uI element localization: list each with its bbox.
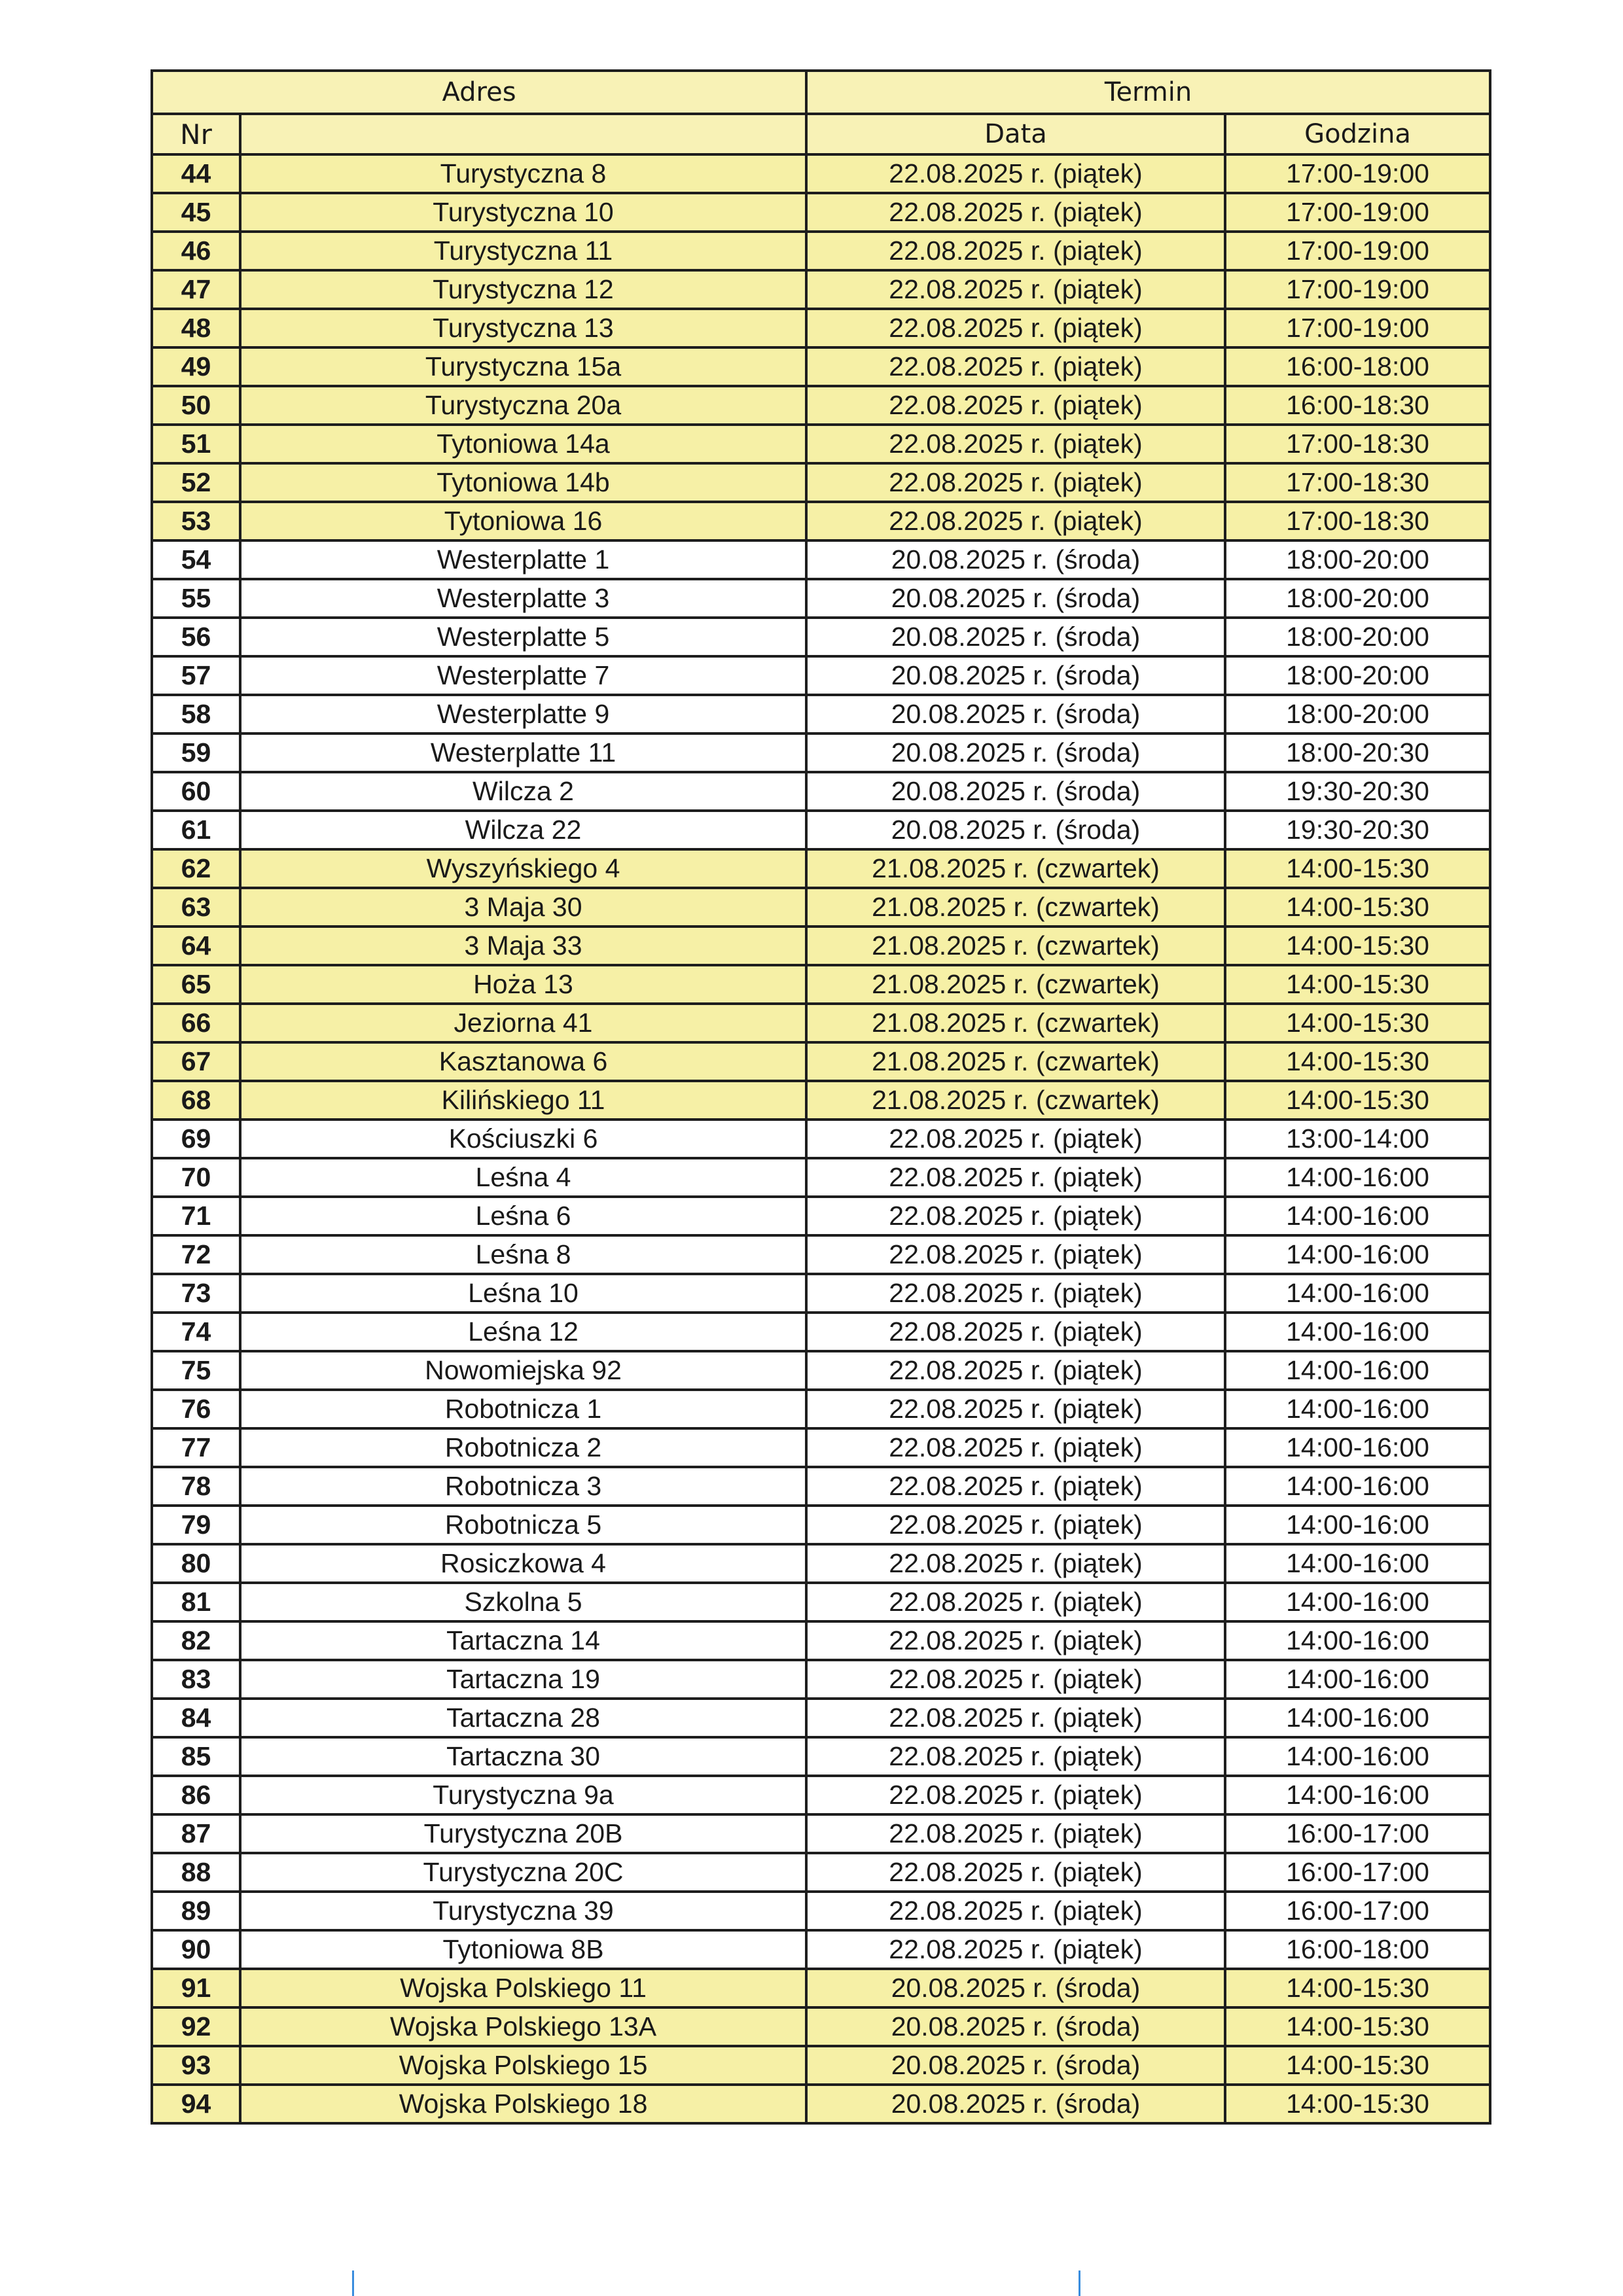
- cell-nr: 61: [152, 811, 240, 849]
- cell-data: 22.08.2025 r. (piątek): [806, 1853, 1225, 1892]
- header-row-top: [152, 71, 1490, 114]
- cell-godzina: 14:00-15:30: [1225, 1004, 1490, 1042]
- table-row: [152, 1583, 1490, 1621]
- cell-adres: Robotnicza 1: [240, 1390, 806, 1428]
- cell-data: 22.08.2025 r. (piątek): [806, 1428, 1225, 1467]
- cell-nr: 66: [152, 1004, 240, 1042]
- cell-adres: Tartaczna 14: [240, 1621, 806, 1660]
- table-row: [152, 965, 1490, 1004]
- cell-nr: 63: [152, 888, 240, 927]
- cell-nr: 47: [152, 270, 240, 309]
- cell-godzina: 14:00-16:00: [1225, 1351, 1490, 1390]
- cell-godzina: 14:00-16:00: [1225, 1467, 1490, 1506]
- cell-nr: 67: [152, 1042, 240, 1081]
- cell-nr: 73: [152, 1274, 240, 1313]
- cell-adres: Leśna 12: [240, 1313, 806, 1351]
- cell-godzina: 17:00-19:00: [1225, 154, 1490, 193]
- cell-adres: 3 Maja 33: [240, 927, 806, 965]
- cell-godzina: 16:00-17:00: [1225, 1853, 1490, 1892]
- cell-nr: 62: [152, 849, 240, 888]
- cell-godzina: 18:00-20:00: [1225, 656, 1490, 695]
- cell-adres: Wojska Polskiego 15: [240, 2046, 806, 2085]
- table-row: [152, 309, 1490, 347]
- cell-adres: Kasztanowa 6: [240, 1042, 806, 1081]
- cell-data: 20.08.2025 r. (środa): [806, 2046, 1225, 2085]
- table-row: [152, 579, 1490, 618]
- cell-nr: 50: [152, 386, 240, 425]
- table-row: [152, 1390, 1490, 1428]
- cell-adres: Leśna 6: [240, 1197, 806, 1235]
- cell-adres: Robotnicza 3: [240, 1467, 806, 1506]
- cell-godzina: 16:00-18:30: [1225, 386, 1490, 425]
- cell-godzina: 14:00-15:30: [1225, 1081, 1490, 1120]
- cell-nr: 86: [152, 1776, 240, 1814]
- cell-nr: 74: [152, 1313, 240, 1351]
- cell-nr: 91: [152, 1969, 240, 2007]
- table-row: [152, 193, 1490, 232]
- cell-data: 22.08.2025 r. (piątek): [806, 1351, 1225, 1390]
- cell-data: 20.08.2025 r. (środa): [806, 733, 1225, 772]
- cell-adres: Jeziorna 41: [240, 1004, 806, 1042]
- cell-godzina: 14:00-16:00: [1225, 1313, 1490, 1351]
- cell-adres: Hoża 13: [240, 965, 806, 1004]
- table-header: [152, 71, 1490, 154]
- cell-data: 22.08.2025 r. (piątek): [806, 193, 1225, 232]
- header-godzina: Godzina: [1225, 114, 1490, 154]
- cell-nr: 54: [152, 540, 240, 579]
- cell-data: 22.08.2025 r. (piątek): [806, 1235, 1225, 1274]
- cell-data: 22.08.2025 r. (piątek): [806, 1506, 1225, 1544]
- table-row: [152, 927, 1490, 965]
- cell-data: 21.08.2025 r. (czwartek): [806, 1042, 1225, 1081]
- table-row: [152, 1892, 1490, 1930]
- cell-data: 22.08.2025 r. (piątek): [806, 1120, 1225, 1158]
- cell-nr: 83: [152, 1660, 240, 1699]
- cell-adres: Rosiczkowa 4: [240, 1544, 806, 1583]
- cell-adres: Turystyczna 11: [240, 232, 806, 270]
- table-row: [152, 270, 1490, 309]
- table-row: [152, 2085, 1490, 2123]
- cell-nr: 60: [152, 772, 240, 811]
- table-row: [152, 1814, 1490, 1853]
- cell-data: 22.08.2025 r. (piątek): [806, 425, 1225, 463]
- cell-godzina: 13:00-14:00: [1225, 1120, 1490, 1158]
- cell-nr: 44: [152, 154, 240, 193]
- cell-data: 22.08.2025 r. (piątek): [806, 1699, 1225, 1737]
- cell-godzina: 17:00-19:00: [1225, 232, 1490, 270]
- cell-godzina: 17:00-19:00: [1225, 309, 1490, 347]
- cell-nr: 79: [152, 1506, 240, 1544]
- cell-data: 21.08.2025 r. (czwartek): [806, 927, 1225, 965]
- cell-nr: 65: [152, 965, 240, 1004]
- table-row: [152, 1853, 1490, 1892]
- cell-nr: 70: [152, 1158, 240, 1197]
- cell-data: 22.08.2025 r. (piątek): [806, 1814, 1225, 1853]
- cell-data: 20.08.2025 r. (środa): [806, 695, 1225, 733]
- cell-data: 22.08.2025 r. (piątek): [806, 1274, 1225, 1313]
- cell-adres: Turystyczna 20a: [240, 386, 806, 425]
- cell-nr: 75: [152, 1351, 240, 1390]
- cell-data: 20.08.2025 r. (środa): [806, 618, 1225, 656]
- cell-nr: 90: [152, 1930, 240, 1969]
- cell-data: 22.08.2025 r. (piątek): [806, 1197, 1225, 1235]
- cell-data: 20.08.2025 r. (środa): [806, 811, 1225, 849]
- cell-nr: 82: [152, 1621, 240, 1660]
- cell-nr: 64: [152, 927, 240, 965]
- cell-adres: Turystyczna 13: [240, 309, 806, 347]
- table-row: [152, 656, 1490, 695]
- table-row: [152, 2007, 1490, 2046]
- cell-nr: 78: [152, 1467, 240, 1506]
- table-row: [152, 1004, 1490, 1042]
- cell-nr: 77: [152, 1428, 240, 1467]
- cell-godzina: 14:00-15:30: [1225, 849, 1490, 888]
- cell-nr: 59: [152, 733, 240, 772]
- table-row: [152, 1699, 1490, 1737]
- table-body: [152, 154, 1490, 2123]
- cell-nr: 69: [152, 1120, 240, 1158]
- table-row: [152, 811, 1490, 849]
- cell-adres: Wojska Polskiego 11: [240, 1969, 806, 2007]
- cell-data: 22.08.2025 r. (piątek): [806, 1544, 1225, 1583]
- cell-adres: Wilcza 22: [240, 811, 806, 849]
- table-row: [152, 1506, 1490, 1544]
- cell-adres: Nowomiejska 92: [240, 1351, 806, 1390]
- cell-data: 22.08.2025 r. (piątek): [806, 1621, 1225, 1660]
- cell-nr: 76: [152, 1390, 240, 1428]
- cell-data: 21.08.2025 r. (czwartek): [806, 849, 1225, 888]
- cell-data: 22.08.2025 r. (piątek): [806, 1892, 1225, 1930]
- cell-nr: 94: [152, 2085, 240, 2123]
- header-nr: Nr: [152, 114, 240, 154]
- cell-adres: Tytoniowa 8B: [240, 1930, 806, 1969]
- cell-data: 22.08.2025 r. (piątek): [806, 386, 1225, 425]
- cell-data: 22.08.2025 r. (piątek): [806, 1313, 1225, 1351]
- cell-nr: 46: [152, 232, 240, 270]
- cell-godzina: 14:00-15:30: [1225, 2085, 1490, 2123]
- cell-godzina: 14:00-16:00: [1225, 1583, 1490, 1621]
- cell-nr: 92: [152, 2007, 240, 2046]
- cell-adres: Wilcza 2: [240, 772, 806, 811]
- table-row: [152, 425, 1490, 463]
- table-row: [152, 1930, 1490, 1969]
- cell-nr: 48: [152, 309, 240, 347]
- header-adres-blank: [240, 114, 806, 154]
- cell-data: 22.08.2025 r. (piątek): [806, 1776, 1225, 1814]
- table-row: [152, 849, 1490, 888]
- table-row: [152, 1042, 1490, 1081]
- cell-godzina: 17:00-18:30: [1225, 425, 1490, 463]
- cell-nr: 51: [152, 425, 240, 463]
- cell-nr: 89: [152, 1892, 240, 1930]
- cell-godzina: 14:00-15:30: [1225, 1969, 1490, 2007]
- cell-adres: Turystyczna 8: [240, 154, 806, 193]
- table-row: [152, 1660, 1490, 1699]
- table-row: [152, 347, 1490, 386]
- cell-godzina: 14:00-16:00: [1225, 1235, 1490, 1274]
- cell-godzina: 14:00-16:00: [1225, 1776, 1490, 1814]
- table-row: [152, 618, 1490, 656]
- cell-adres: Westerplatte 3: [240, 579, 806, 618]
- cell-godzina: 14:00-16:00: [1225, 1660, 1490, 1699]
- cell-adres: Leśna 4: [240, 1158, 806, 1197]
- cell-adres: Turystyczna 20C: [240, 1853, 806, 1892]
- cell-godzina: 18:00-20:00: [1225, 540, 1490, 579]
- cell-adres: Szkolna 5: [240, 1583, 806, 1621]
- cell-adres: Turystyczna 9a: [240, 1776, 806, 1814]
- cell-data: 22.08.2025 r. (piątek): [806, 463, 1225, 502]
- cell-nr: 72: [152, 1235, 240, 1274]
- cell-adres: Robotnicza 5: [240, 1506, 806, 1544]
- header-row-bottom: [152, 114, 1490, 154]
- cell-godzina: 17:00-18:30: [1225, 502, 1490, 540]
- table-row: [152, 1428, 1490, 1467]
- cell-nr: 53: [152, 502, 240, 540]
- cell-adres: Tartaczna 19: [240, 1660, 806, 1699]
- cell-nr: 57: [152, 656, 240, 695]
- cell-nr: 81: [152, 1583, 240, 1621]
- cell-nr: 93: [152, 2046, 240, 2085]
- table-row: [152, 733, 1490, 772]
- table-row: [152, 1081, 1490, 1120]
- table-row: [152, 1621, 1490, 1660]
- table-row: [152, 1197, 1490, 1235]
- cell-adres: Turystyczna 12: [240, 270, 806, 309]
- cell-adres: Turystyczna 10: [240, 193, 806, 232]
- cell-adres: Kilińskiego 11: [240, 1081, 806, 1120]
- cell-godzina: 18:00-20:00: [1225, 579, 1490, 618]
- cell-godzina: 17:00-19:00: [1225, 193, 1490, 232]
- cell-nr: 55: [152, 579, 240, 618]
- table-row: [152, 463, 1490, 502]
- table-row: [152, 540, 1490, 579]
- cell-adres: Tytoniowa 14a: [240, 425, 806, 463]
- cell-godzina: 14:00-16:00: [1225, 1621, 1490, 1660]
- cell-godzina: 19:30-20:30: [1225, 772, 1490, 811]
- cell-data: 22.08.2025 r. (piątek): [806, 1158, 1225, 1197]
- cell-godzina: 18:00-20:00: [1225, 695, 1490, 733]
- cell-adres: Westerplatte 9: [240, 695, 806, 733]
- cell-data: 21.08.2025 r. (czwartek): [806, 888, 1225, 927]
- cell-godzina: 14:00-15:30: [1225, 888, 1490, 927]
- table-row: [152, 154, 1490, 193]
- cell-adres: Tartaczna 30: [240, 1737, 806, 1776]
- cell-data: 20.08.2025 r. (środa): [806, 772, 1225, 811]
- cell-adres: Robotnicza 2: [240, 1428, 806, 1467]
- cell-godzina: 17:00-19:00: [1225, 270, 1490, 309]
- cell-godzina: 14:00-15:30: [1225, 2007, 1490, 2046]
- cell-data: 20.08.2025 r. (środa): [806, 2085, 1225, 2123]
- cell-godzina: 14:00-16:00: [1225, 1737, 1490, 1776]
- table-row: [152, 1544, 1490, 1583]
- table-row: [152, 1120, 1490, 1158]
- cell-godzina: 14:00-16:00: [1225, 1544, 1490, 1583]
- cell-adres: Wyszyńskiego 4: [240, 849, 806, 888]
- cell-data: 22.08.2025 r. (piątek): [806, 347, 1225, 386]
- cell-adres: 3 Maja 30: [240, 888, 806, 927]
- cell-adres: Turystyczna 20B: [240, 1814, 806, 1853]
- schedule-table: [151, 69, 1491, 2125]
- header-data: Data: [806, 114, 1225, 154]
- cell-nr: 49: [152, 347, 240, 386]
- cell-data: 22.08.2025 r. (piątek): [806, 1390, 1225, 1428]
- cell-adres: Wojska Polskiego 13A: [240, 2007, 806, 2046]
- cell-data: 21.08.2025 r. (czwartek): [806, 1004, 1225, 1042]
- table-row: [152, 772, 1490, 811]
- cell-data: 21.08.2025 r. (czwartek): [806, 965, 1225, 1004]
- cell-adres: Tartaczna 28: [240, 1699, 806, 1737]
- cell-nr: 45: [152, 193, 240, 232]
- cell-godzina: 14:00-15:30: [1225, 1042, 1490, 1081]
- table-row: [152, 1158, 1490, 1197]
- cell-data: 21.08.2025 r. (czwartek): [806, 1081, 1225, 1120]
- cell-godzina: 14:00-16:00: [1225, 1158, 1490, 1197]
- cell-godzina: 14:00-16:00: [1225, 1699, 1490, 1737]
- cell-godzina: 17:00-18:30: [1225, 463, 1490, 502]
- cell-adres: Turystyczna 39: [240, 1892, 806, 1930]
- header-adres: Adres: [152, 71, 806, 114]
- table-row: [152, 888, 1490, 927]
- table-row: [152, 232, 1490, 270]
- table-row: [152, 1235, 1490, 1274]
- table-row: [152, 502, 1490, 540]
- cell-data: 22.08.2025 r. (piątek): [806, 309, 1225, 347]
- table-row: [152, 1274, 1490, 1313]
- cell-godzina: 16:00-18:00: [1225, 1930, 1490, 1969]
- cell-godzina: 14:00-16:00: [1225, 1506, 1490, 1544]
- cell-data: 20.08.2025 r. (środa): [806, 540, 1225, 579]
- cell-data: 22.08.2025 r. (piątek): [806, 1930, 1225, 1969]
- cell-data: 20.08.2025 r. (środa): [806, 2007, 1225, 2046]
- cell-adres: Wojska Polskiego 18: [240, 2085, 806, 2123]
- cell-godzina: 16:00-17:00: [1225, 1814, 1490, 1853]
- cell-adres: Leśna 10: [240, 1274, 806, 1313]
- cell-godzina: 14:00-16:00: [1225, 1274, 1490, 1313]
- cell-data: 22.08.2025 r. (piątek): [806, 1583, 1225, 1621]
- cell-godzina: 14:00-16:00: [1225, 1428, 1490, 1467]
- cell-nr: 68: [152, 1081, 240, 1120]
- table-row: [152, 1969, 1490, 2007]
- cell-adres: Westerplatte 11: [240, 733, 806, 772]
- cell-nr: 58: [152, 695, 240, 733]
- cell-godzina: 18:00-20:00: [1225, 618, 1490, 656]
- cell-godzina: 19:30-20:30: [1225, 811, 1490, 849]
- cell-adres: Tytoniowa 14b: [240, 463, 806, 502]
- table-row: [152, 1313, 1490, 1351]
- cell-data: 20.08.2025 r. (środa): [806, 656, 1225, 695]
- scan-mark-right: [1079, 2270, 1080, 2296]
- cell-data: 20.08.2025 r. (środa): [806, 1969, 1225, 2007]
- table-row: [152, 1467, 1490, 1506]
- cell-godzina: 14:00-15:30: [1225, 2046, 1490, 2085]
- cell-nr: 85: [152, 1737, 240, 1776]
- cell-godzina: 14:00-16:00: [1225, 1197, 1490, 1235]
- cell-nr: 80: [152, 1544, 240, 1583]
- table-row: [152, 2046, 1490, 2085]
- cell-godzina: 18:00-20:30: [1225, 733, 1490, 772]
- cell-data: 20.08.2025 r. (środa): [806, 579, 1225, 618]
- cell-data: 22.08.2025 r. (piątek): [806, 232, 1225, 270]
- cell-godzina: 14:00-15:30: [1225, 927, 1490, 965]
- table-row: [152, 1351, 1490, 1390]
- cell-nr: 56: [152, 618, 240, 656]
- cell-data: 22.08.2025 r. (piątek): [806, 270, 1225, 309]
- cell-adres: Leśna 8: [240, 1235, 806, 1274]
- table-row: [152, 1776, 1490, 1814]
- cell-adres: Westerplatte 7: [240, 656, 806, 695]
- cell-nr: 71: [152, 1197, 240, 1235]
- cell-godzina: 16:00-18:00: [1225, 347, 1490, 386]
- cell-nr: 84: [152, 1699, 240, 1737]
- cell-data: 22.08.2025 r. (piątek): [806, 1737, 1225, 1776]
- cell-godzina: 16:00-17:00: [1225, 1892, 1490, 1930]
- cell-adres: Westerplatte 5: [240, 618, 806, 656]
- scan-mark-left: [352, 2270, 354, 2296]
- cell-nr: 88: [152, 1853, 240, 1892]
- cell-adres: Tytoniowa 16: [240, 502, 806, 540]
- cell-adres: Westerplatte 1: [240, 540, 806, 579]
- header-termin: Termin: [806, 71, 1490, 114]
- cell-adres: Kościuszki 6: [240, 1120, 806, 1158]
- cell-godzina: 14:00-15:30: [1225, 965, 1490, 1004]
- cell-data: 22.08.2025 r. (piątek): [806, 502, 1225, 540]
- cell-nr: 87: [152, 1814, 240, 1853]
- cell-adres: Turystyczna 15a: [240, 347, 806, 386]
- table-row: [152, 386, 1490, 425]
- cell-godzina: 14:00-16:00: [1225, 1390, 1490, 1428]
- cell-nr: 52: [152, 463, 240, 502]
- cell-data: 22.08.2025 r. (piątek): [806, 1660, 1225, 1699]
- table-row: [152, 1737, 1490, 1776]
- cell-data: 22.08.2025 r. (piątek): [806, 1467, 1225, 1506]
- table-row: [152, 695, 1490, 733]
- cell-data: 22.08.2025 r. (piątek): [806, 154, 1225, 193]
